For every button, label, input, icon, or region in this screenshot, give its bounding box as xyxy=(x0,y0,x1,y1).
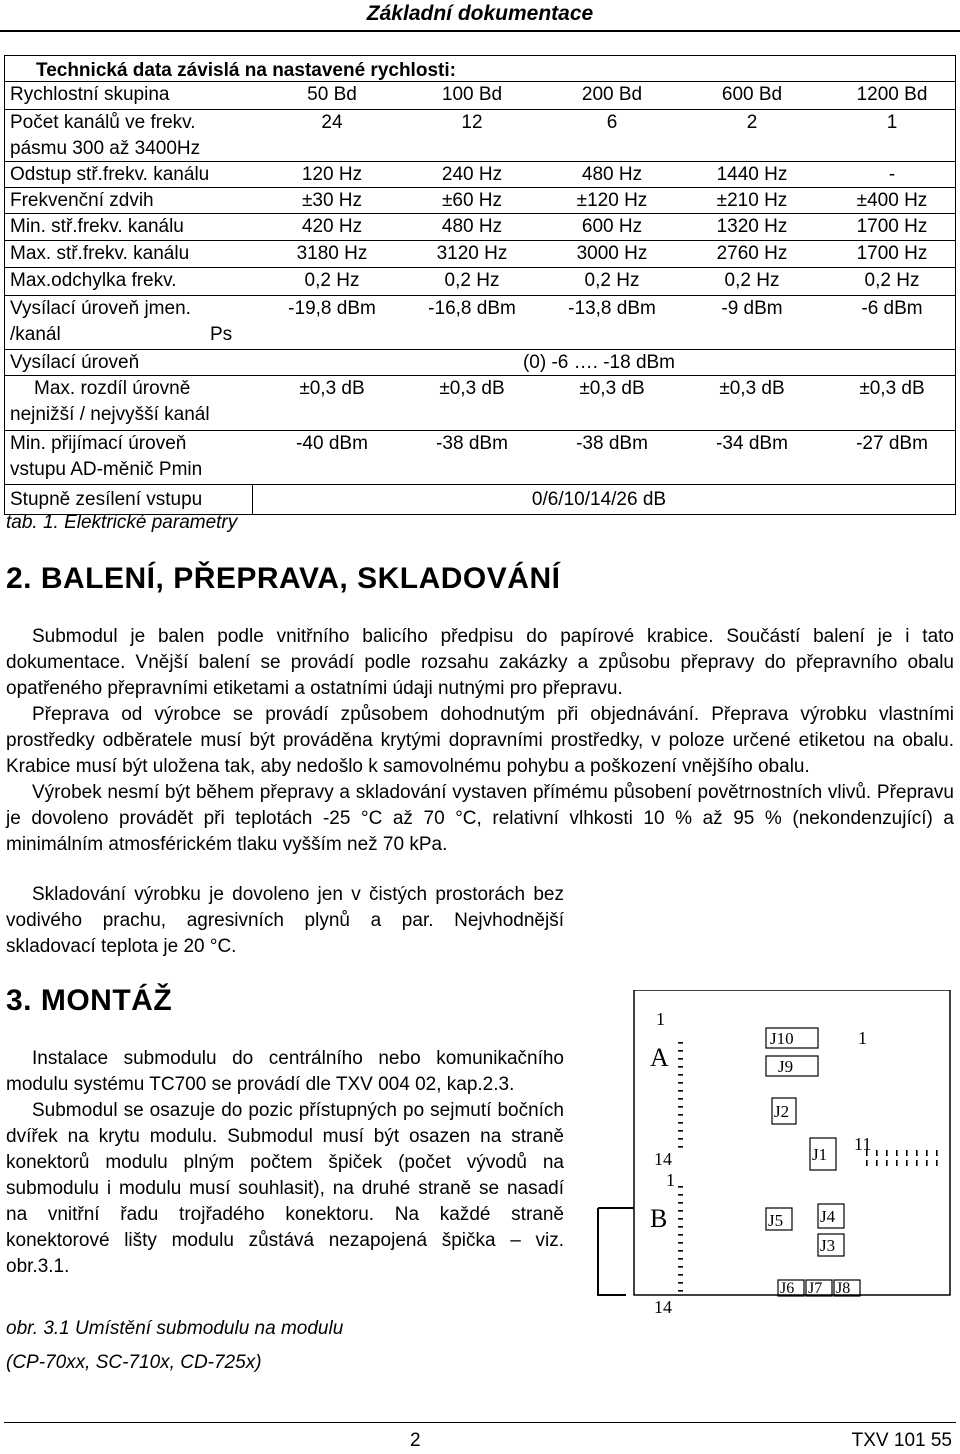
table-title: Technická data závislá na nastavené rychlosti: xyxy=(36,60,456,81)
paragraph: Výrobek nesmí být během přepravy a skladování vystaven přímému působení povětrnostních vlivů. Přepravu je dovoleno provádět při teplotách -25 °C až 70 °C, relativní vlhkosti 10 % až 95 % (nekondenzující) a minimálním atmosférickém tlaku vyšším než 70 kPa. xyxy=(6,782,954,855)
pin-label-right-1: 1 xyxy=(858,1028,867,1048)
cell: -13,8 dBm xyxy=(568,298,656,319)
table-row xyxy=(4,349,956,375)
header-rule xyxy=(0,30,960,32)
table-row xyxy=(4,295,956,349)
cell: - xyxy=(888,164,896,185)
section-2-storage-text xyxy=(6,882,564,960)
section-2-text xyxy=(6,624,954,858)
section-3-text xyxy=(6,1046,564,1280)
pin-label-right-11: 11 xyxy=(854,1134,872,1154)
table-row xyxy=(4,375,956,427)
cell: -19,8 dBm xyxy=(288,298,376,319)
row-label: Vysílací úroveň xyxy=(10,352,140,373)
jumper-j9-label: J9 xyxy=(778,1057,794,1076)
cell: ±0,3 dB xyxy=(719,378,785,399)
jumper-j2-label: J2 xyxy=(774,1102,790,1121)
cell: 240 Hz xyxy=(441,164,503,185)
row-label-line2: pásmu 300 až 3400Hz xyxy=(10,138,201,159)
cell-span: 0/6/10/14/26 dB xyxy=(531,489,667,510)
connector-b-label: B xyxy=(650,1204,668,1233)
row-label: Min. přijímací úroveň xyxy=(10,433,187,454)
footer-rule xyxy=(4,1422,956,1423)
cell: 1700 Hz xyxy=(856,243,928,264)
connector-a-pins xyxy=(678,1042,683,1148)
cell: ±0,3 dB xyxy=(439,378,505,399)
cell: ±400 Hz xyxy=(856,190,928,211)
row-label: Frekvenční zdvih xyxy=(10,190,154,211)
pin-label-14-bottom: 14 xyxy=(654,1297,672,1317)
table-row xyxy=(4,484,956,515)
cell: ±0,3 dB xyxy=(579,378,645,399)
cell: 1700 Hz xyxy=(856,216,928,237)
row-label-line2: vstupu AD-měnič Pmin xyxy=(10,459,203,480)
paragraph: Skladování výrobku je dovoleno jen v čistých prostorách bez vodivého prachu, agresivních plynů a par. Nejvhodnější skladovací teplota je 20 °C. xyxy=(6,884,564,957)
cell: 120 Hz xyxy=(301,164,363,185)
cell: 24 xyxy=(321,112,343,133)
figure-subtitle: (CP-70xx, SC-710x, CD-725x) xyxy=(6,1352,262,1373)
document-id: TXV 101 55 xyxy=(851,1430,952,1451)
cell: -34 dBm xyxy=(716,433,788,454)
cell: -9 dBm xyxy=(721,298,783,319)
table-row xyxy=(4,109,956,161)
section-3-heading: 3. MONTÁŽ xyxy=(6,984,173,1017)
cell: -6 dBm xyxy=(861,298,923,319)
table-row xyxy=(4,213,956,240)
cell: -38 dBm xyxy=(576,433,648,454)
figure-title: Umístění submodulu na modulu xyxy=(75,1318,344,1339)
cell: 1440 Hz xyxy=(716,164,788,185)
table-row xyxy=(4,187,956,213)
cell: 1200 Bd xyxy=(856,84,928,105)
row-label: Vysílací úroveň jmen. xyxy=(10,298,191,319)
cell: 0,2 Hz xyxy=(304,270,360,291)
cell: 2760 Hz xyxy=(716,243,788,264)
module-outline-left xyxy=(598,1208,626,1295)
row-label-line2: /kanál xyxy=(10,324,61,345)
cell: 12 xyxy=(461,112,483,133)
paragraph: Přeprava od výrobce se provádí způsobem dohodnutým při objednávání. Přeprava výrobku vlastními prostředky odběratele musí být prováděna krytými dopravními prostředky, v poloze určené etiketou na obalu. Krabice musí být uložena tak, aby nedošlo k samovolnému pohybu a poškození vnějšího obalu. xyxy=(6,704,954,777)
row-label: Počet kanálů ve frekv. xyxy=(10,112,196,133)
jumper-j3-label: J3 xyxy=(820,1236,836,1255)
jumper-j10-label: J10 xyxy=(770,1029,794,1048)
cell: ±0,3 dB xyxy=(299,378,365,399)
cell: 3000 Hz xyxy=(576,243,648,264)
table-row xyxy=(4,240,956,267)
row-label-line2: nejnižší / nejvyšší kanál xyxy=(10,404,210,425)
cell: 2 xyxy=(746,112,758,133)
page-header-title: Základní dokumentace xyxy=(366,2,594,25)
cell: -16,8 dBm xyxy=(428,298,516,319)
cell: 200 Bd xyxy=(581,84,643,105)
pin-label-1-mid: 1 xyxy=(666,1170,675,1190)
jumper-j8-label: J8 xyxy=(836,1280,851,1297)
row-label: Max.odchylka frekv. xyxy=(10,270,177,291)
paragraph: Submodul se osazuje do pozic přístupných po sejmutí bočních dvířek na krytu modulu. Submodul musí být osazen na straně konektorů modulu plným počtem špiček (počet vývodů na submodulu i modulu musí souhlasit), na druhé straně se nasadí na vnitřní řadu trojřadého konektoru. Na každé straně konektorové lišty modulu zůstává nezapojená špička – viz. obr.3.1. xyxy=(6,1100,564,1277)
cell: 600 Bd xyxy=(721,84,783,105)
cell: 1 xyxy=(886,112,898,133)
cell: 480 Hz xyxy=(581,164,643,185)
cell: -38 dBm xyxy=(436,433,508,454)
paragraph: Instalace submodulu do centrálního nebo komunikačního modulu systému TC700 se provádí dle TXV 004 02, kap.2.3. xyxy=(6,1048,564,1095)
cell: 50 Bd xyxy=(307,84,357,105)
cell: 3180 Hz xyxy=(296,243,368,264)
cell: 0,2 Hz xyxy=(444,270,500,291)
submodule-placement-diagram xyxy=(596,990,956,1320)
table-row xyxy=(4,161,956,187)
cell: 100 Bd xyxy=(441,84,503,105)
table-row xyxy=(4,267,956,295)
section-2-heading: 2. BALENÍ, PŘEPRAVA, SKLADOVÁNÍ xyxy=(6,562,561,595)
cell-span: (0) -6 …. -18 dBm xyxy=(522,352,676,373)
table-column-divider xyxy=(252,484,253,515)
cell: -40 dBm xyxy=(296,433,368,454)
row-label: Max. stř.frekv. kanálu xyxy=(10,243,190,264)
pin-row-right xyxy=(866,1150,938,1166)
table-row xyxy=(4,430,956,484)
row-label: Odstup stř.frekv. kanálu xyxy=(10,164,210,185)
row-label: Rychlostní skupina xyxy=(10,84,170,105)
cell: 6 xyxy=(606,112,618,133)
cell: ±120 Hz xyxy=(576,190,648,211)
cell: 1320 Hz xyxy=(716,216,788,237)
cell: 0,2 Hz xyxy=(584,270,640,291)
figure-caption xyxy=(6,1318,343,1340)
paragraph: Submodul je balen podle vnitřního balicího předpisu do papírové krabice. Součástí balení je i tato dokumentace. Vnější balení se provádí podle rozsahu zakázky a způsobu přepravy do přepravního obalu opatřeného přepravními etiketami a ostatními údaji nutnými pro přepravu. xyxy=(6,626,954,699)
pin-label-1-top: 1 xyxy=(656,1009,665,1029)
table-row xyxy=(4,81,956,109)
row-label-symbol: Ps xyxy=(210,324,233,345)
cell: ±30 Hz xyxy=(301,190,363,211)
figure-label: obr. 3.1 xyxy=(6,1318,70,1339)
row-label: Max. rozdíl úrovně xyxy=(34,378,191,399)
cell: 0,2 Hz xyxy=(724,270,780,291)
row-label: Stupně zesílení vstupu xyxy=(10,489,203,510)
jumper-j6-label: J6 xyxy=(780,1280,795,1297)
jumper-j5-label: J5 xyxy=(768,1211,784,1230)
cell: 600 Hz xyxy=(581,216,643,237)
jumper-j7-label: J7 xyxy=(808,1280,823,1297)
cell: ±60 Hz xyxy=(441,190,503,211)
connector-a-label: A xyxy=(650,1043,669,1072)
jumper-j1-label: J1 xyxy=(812,1145,828,1164)
cell: ±210 Hz xyxy=(716,190,788,211)
cell: ±0,3 dB xyxy=(859,378,925,399)
jumper-j4-label: J4 xyxy=(820,1207,836,1226)
page-number: 2 xyxy=(410,1430,421,1451)
cell: 3120 Hz xyxy=(436,243,508,264)
pin-label-14-mid: 14 xyxy=(654,1149,672,1169)
row-label: Min. stř.frekv. kanálu xyxy=(10,216,184,237)
cell: 480 Hz xyxy=(441,216,503,237)
cell: 0,2 Hz xyxy=(864,270,920,291)
cell: 420 Hz xyxy=(301,216,363,237)
cell: -27 dBm xyxy=(856,433,928,454)
connector-b-pins xyxy=(678,1186,683,1292)
table-caption: tab. 1. Elektrické parametry xyxy=(6,512,238,533)
